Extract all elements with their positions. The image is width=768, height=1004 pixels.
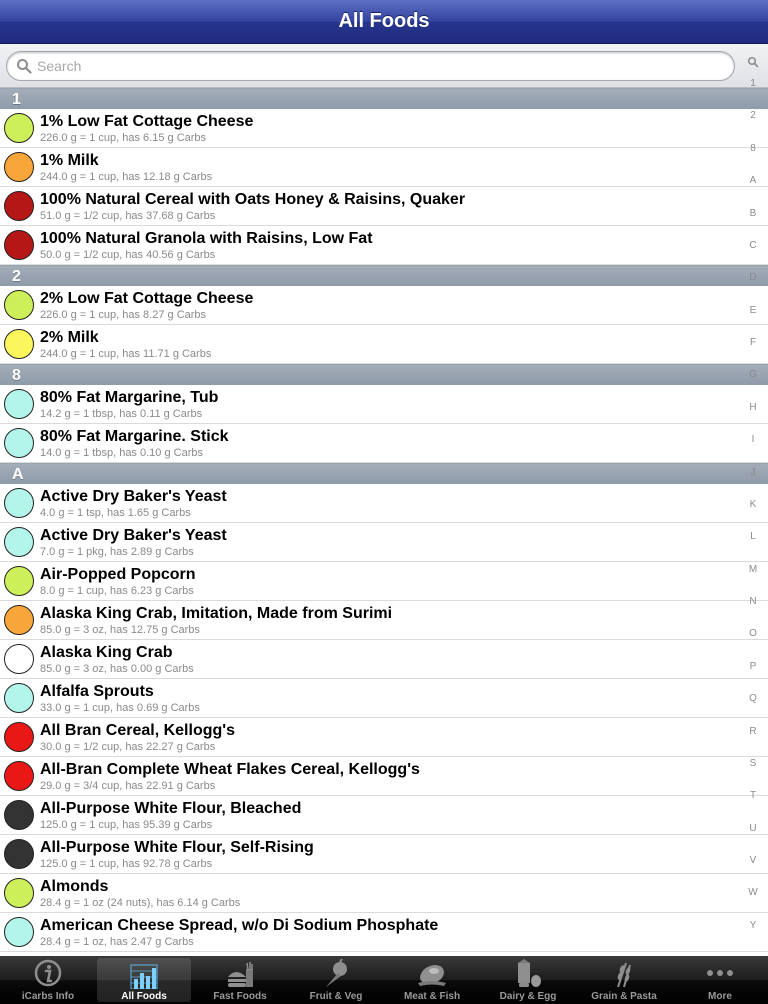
carb-level-indicator — [4, 290, 34, 320]
tab-more[interactable] — [672, 956, 768, 1004]
index-letter[interactable]: B — [749, 207, 757, 219]
food-detail: 226.0 g = 1 cup, has 6.15 g Carbs — [40, 132, 207, 144]
food-name: Almonds — [40, 878, 109, 895]
food-detail: 51.0 g = 1/2 cup, has 37.68 g Carbs — [40, 210, 216, 222]
index-letter[interactable]: I — [751, 434, 755, 446]
tab-all-foods[interactable] — [97, 958, 191, 1002]
carb-level-indicator — [4, 917, 34, 947]
index-letter[interactable]: R — [749, 725, 757, 737]
more-icon — [704, 959, 736, 987]
food-row[interactable] — [0, 640, 768, 679]
food-row[interactable] — [0, 718, 768, 757]
carb-level-indicator — [4, 329, 34, 359]
food-name: 100% Natural Granola with Raisins, Low Fat — [40, 230, 373, 247]
carb-level-indicator — [4, 230, 34, 260]
meat-fish-icon — [416, 959, 448, 987]
page-title: All Foods — [338, 10, 430, 32]
carb-level-indicator — [4, 566, 34, 596]
index-search-icon[interactable] — [747, 56, 759, 68]
food-detail: 33.0 g = 1 cup, has 0.69 g Carbs — [40, 702, 200, 714]
fruit-veg-icon — [320, 959, 352, 987]
food-name: Alaska King Crab, Imitation, Made from Surimi — [40, 605, 393, 622]
food-detail: 14.0 g = 1 tbsp, has 0.10 g Carbs — [40, 447, 203, 459]
food-detail: 85.0 g = 3 oz, has 12.75 g Carbs — [40, 624, 200, 636]
carb-level-indicator — [4, 761, 34, 791]
tab-dairy-egg[interactable] — [480, 956, 576, 1004]
food-row[interactable] — [0, 874, 768, 913]
carb-level-indicator — [4, 800, 34, 830]
food-detail: 226.0 g = 1 cup, has 8.27 g Carbs — [40, 309, 207, 321]
carb-level-indicator — [4, 878, 34, 908]
index-letter[interactable]: W — [748, 887, 758, 899]
food-name: 100% Natural Cereal with Oats Honey & Raisins, Quaker — [40, 191, 466, 208]
food-row[interactable] — [0, 523, 768, 562]
food-name: 2% Low Fat Cottage Cheese — [40, 290, 254, 307]
food-detail: 4.0 g = 1 tsp, has 1.65 g Carbs — [40, 507, 191, 519]
carb-level-indicator — [4, 839, 34, 869]
food-name: Active Dry Baker's Yeast — [40, 527, 227, 544]
food-name: 80% Fat Margarine, Tub — [40, 389, 219, 406]
tab-label: More — [708, 991, 732, 1002]
tab-label: Meat & Fish — [403, 991, 461, 1002]
food-name: 2% Milk — [40, 329, 99, 346]
section-header: 1 — [0, 88, 768, 109]
food-detail: 30.0 g = 1/2 cup, has 22.27 g Carbs — [40, 741, 216, 753]
food-row[interactable] — [0, 913, 768, 952]
index-letter[interactable]: O — [749, 628, 757, 640]
food-row[interactable] — [0, 226, 768, 265]
info-icon — [32, 959, 64, 987]
index-letter[interactable]: A — [749, 175, 757, 187]
search-field[interactable] — [6, 51, 735, 81]
carb-level-indicator — [4, 389, 34, 419]
index-letter[interactable]: T — [749, 790, 757, 802]
index-letter[interactable]: C — [749, 239, 757, 251]
food-row[interactable] — [0, 562, 768, 601]
food-name: All-Purpose White Flour, Bleached — [40, 800, 302, 817]
food-detail: 28.4 g = 1 oz (24 nuts), has 6.14 g Carbs — [40, 897, 241, 909]
food-name: 1% Low Fat Cottage Cheese — [40, 113, 254, 130]
food-row[interactable] — [0, 385, 768, 424]
food-row[interactable] — [0, 796, 768, 835]
food-name: All Bran Cereal, Kellogg's — [40, 722, 235, 739]
bar-chart-icon — [128, 961, 160, 989]
index-letter[interactable]: 1 — [750, 78, 756, 89]
carb-level-indicator — [4, 428, 34, 458]
food-detail: 85.0 g = 3 oz, has 0.00 g Carbs — [40, 663, 194, 675]
food-name: Alfalfa Sprouts — [40, 683, 154, 700]
food-row[interactable] — [0, 757, 768, 796]
food-name: All-Purpose White Flour, Self-Rising — [40, 839, 314, 856]
index-letter[interactable]: J — [750, 466, 756, 478]
food-detail: 50.0 g = 1/2 cup, has 40.56 g Carbs — [40, 249, 216, 261]
carb-level-indicator — [4, 683, 34, 713]
food-detail: 244.0 g = 1 cup, has 11.71 g Carbs — [40, 348, 212, 360]
food-name: Air-Popped Popcorn — [40, 566, 196, 583]
index-letter[interactable]: F — [749, 337, 757, 348]
carb-level-indicator — [4, 113, 34, 143]
index-letter[interactable]: H — [749, 401, 757, 413]
tab-meat-fish[interactable] — [384, 956, 480, 1004]
grain-icon — [608, 959, 640, 987]
food-name: Alaska King Crab — [40, 644, 173, 661]
food-detail: 125.0 g = 1 cup, has 95.39 g Carbs — [40, 819, 213, 831]
carb-level-indicator — [4, 527, 34, 557]
food-row[interactable] — [0, 601, 768, 640]
search-input[interactable] — [37, 56, 717, 76]
index-letter[interactable]: D — [749, 272, 757, 284]
tab-label: Dairy & Egg — [499, 991, 557, 1002]
tab-bar — [0, 956, 768, 1004]
carb-level-indicator — [4, 644, 34, 674]
food-detail: 14.2 g = 1 tbsp, has 0.11 g Carbs — [40, 408, 203, 420]
tab-label: All Foods — [121, 991, 167, 1002]
food-detail: 7.0 g = 1 pkg, has 2.89 g Carbs — [40, 546, 194, 558]
carb-level-indicator — [4, 722, 34, 752]
tab-label: Fast Foods — [213, 991, 267, 1002]
index-letter[interactable]: Q — [749, 693, 757, 705]
food-detail: 125.0 g = 1 cup, has 92.78 g Carbs — [40, 858, 213, 870]
burger-fries-icon — [224, 959, 256, 987]
food-name: Active Dry Baker's Yeast — [40, 488, 227, 505]
index-letter[interactable]: E — [749, 304, 757, 316]
section-header: A — [0, 463, 768, 484]
index-letter[interactable]: N — [749, 596, 757, 607]
carb-level-indicator — [4, 152, 34, 182]
food-row[interactable] — [0, 484, 768, 523]
index-letter[interactable]: S — [749, 757, 757, 769]
carb-level-indicator — [4, 605, 34, 635]
dairy-egg-icon — [512, 959, 544, 987]
index-letter[interactable]: 2 — [750, 110, 756, 122]
carb-level-indicator — [4, 191, 34, 221]
search-icon — [16, 58, 32, 74]
food-name: All-Bran Complete Wheat Flakes Cereal, Kellogg's — [40, 761, 420, 778]
index-letter[interactable]: U — [749, 822, 757, 834]
food-name: 80% Fat Margarine. Stick — [40, 428, 229, 445]
section-index[interactable] — [738, 52, 768, 952]
food-row[interactable] — [0, 187, 768, 226]
food-row[interactable] — [0, 109, 768, 148]
tab-fast-foods[interactable] — [192, 956, 288, 1004]
index-letter[interactable]: 8 — [750, 142, 756, 154]
tab-label: Fruit & Veg — [309, 991, 363, 1002]
food-detail: 8.0 g = 1 cup, has 6.23 g Carbs — [40, 585, 194, 597]
tab-fruit-veg[interactable] — [288, 956, 384, 1004]
tab-icarbs-info[interactable] — [0, 956, 96, 1004]
food-row[interactable] — [0, 286, 768, 325]
food-row[interactable] — [0, 835, 768, 874]
index-letter[interactable]: M — [748, 563, 758, 575]
section-header: 2 — [0, 265, 768, 286]
carb-level-indicator — [4, 488, 34, 518]
section-header: 8 — [0, 364, 768, 385]
food-detail: 28.4 g = 1 oz, has 2.47 g Carbs — [40, 936, 194, 948]
tab-label: Grain & Pasta — [591, 991, 657, 1002]
food-row[interactable] — [0, 148, 768, 187]
navigation-bar — [0, 0, 768, 44]
index-letter[interactable]: Y — [749, 919, 757, 931]
search-bar — [0, 44, 768, 88]
food-name: 1% Milk — [40, 152, 99, 169]
index-letter[interactable]: V — [749, 855, 757, 866]
food-row[interactable] — [0, 424, 768, 463]
food-row[interactable] — [0, 325, 768, 364]
index-letter[interactable]: L — [750, 531, 756, 543]
food-list[interactable] — [0, 88, 768, 956]
tab-label: iCarbs Info — [21, 991, 75, 1002]
index-letter[interactable]: K — [749, 498, 757, 510]
tab-grain-pasta[interactable] — [576, 956, 672, 1004]
food-detail: 29.0 g = 3/4 cup, has 22.91 g Carbs — [40, 780, 216, 792]
index-letter[interactable]: G — [749, 369, 757, 381]
food-name: American Cheese Spread, w/o Di Sodium Phosphate — [40, 917, 439, 934]
index-letter[interactable]: P — [749, 660, 757, 672]
food-row[interactable] — [0, 679, 768, 718]
food-detail: 244.0 g = 1 cup, has 12.18 g Carbs — [40, 171, 213, 183]
